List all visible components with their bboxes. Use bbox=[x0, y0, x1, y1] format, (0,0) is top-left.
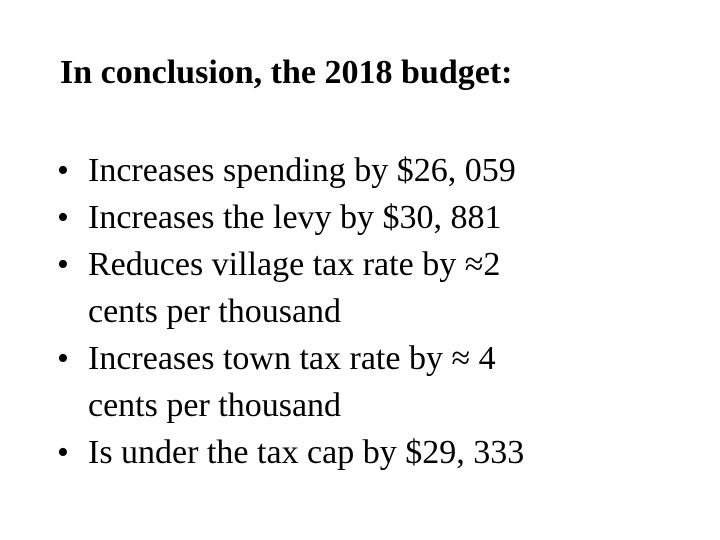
bullet-text-continuation: cents per thousand bbox=[88, 293, 342, 330]
bullet-item-village-tax-rate bbox=[57, 241, 697, 335]
bullet-icon: • bbox=[57, 340, 69, 377]
bullet-text: Reduces village tax rate by ≈2 bbox=[88, 246, 501, 283]
bullet-list bbox=[57, 147, 697, 476]
bullet-item-spending bbox=[57, 147, 697, 194]
slide-title: In conclusion, the 2018 budget: bbox=[60, 54, 513, 91]
bullet-item-town-tax-rate bbox=[57, 335, 697, 429]
bullet-text: Increases town tax rate by ≈ 4 bbox=[88, 340, 496, 377]
bullet-text: Increases the levy by $30, 881 bbox=[88, 199, 502, 236]
bullet-item-tax-cap bbox=[57, 429, 697, 476]
bullet-text: Is under the tax cap by $29, 333 bbox=[88, 434, 525, 471]
bullet-icon: • bbox=[57, 246, 69, 283]
bullet-icon: • bbox=[57, 434, 69, 471]
bullet-icon: • bbox=[57, 199, 69, 236]
bullet-icon: • bbox=[57, 152, 69, 189]
bullet-text: Increases spending by $26, 059 bbox=[88, 152, 516, 189]
bullet-item-levy bbox=[57, 194, 697, 241]
bullet-text-continuation: cents per thousand bbox=[88, 387, 342, 424]
